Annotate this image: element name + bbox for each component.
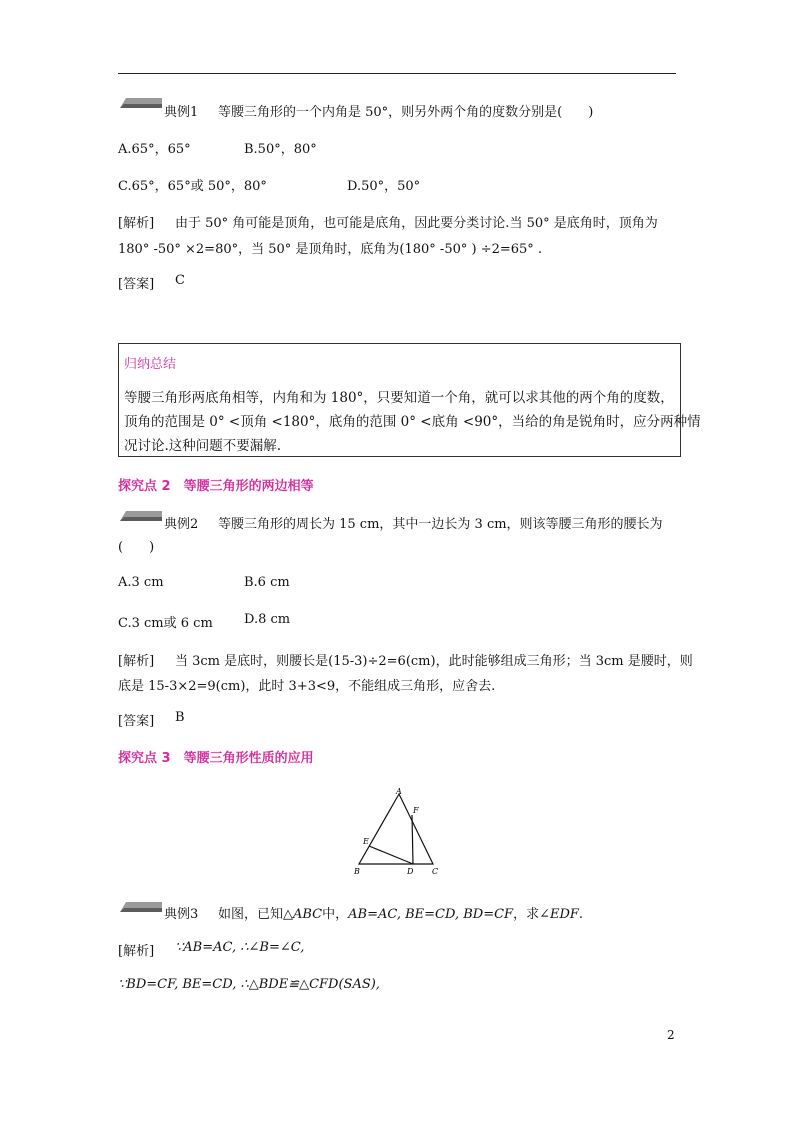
summary-line2: 顶角的范围是 0° <顶角 <180°，底角的范围 0° <底角 <90°，当给的角是锐角时，应分两种情 — [124, 414, 701, 430]
vertex-label-e: E — [363, 837, 369, 846]
example1-answer-label: [答案] — [118, 277, 155, 292]
example2-analysis-label: [解析] — [118, 654, 155, 669]
vertex-label-f: F — [413, 806, 419, 815]
example2-question-line2: ( ) — [118, 540, 155, 555]
example1-answer: C — [175, 273, 185, 288]
example1-option-b: B.50°，80° — [244, 142, 317, 157]
vertex-label-a: A — [396, 787, 402, 796]
q-prefix: 如图，已知△ — [218, 907, 293, 922]
q-end: . — [578, 907, 584, 922]
example2-question-line1: 等腰三角形的周长为 15 cm，其中一边长为 3 cm，则该等腰三角形的腰长为 — [218, 517, 663, 532]
vertex-label-c: C — [432, 867, 439, 876]
example-tag-icon — [120, 98, 162, 108]
summary-box — [118, 343, 701, 457]
example2-analysis-line2: 底是 15-3×2=9(cm)，此时 3+3<9，不能组成三角形，应舍去. — [118, 679, 496, 694]
example2-answer: B — [175, 710, 185, 725]
example1-analysis-label: [解析] — [118, 216, 155, 231]
example2-option-b: B.6 cm — [244, 575, 290, 590]
summary-line1: 等腰三角形两底角相等，内角和为 180°，只要知道一个角，就可以求其他的两个角的度数， — [124, 390, 674, 406]
summary-line3: 况讨论.这种问题不要漏解. — [124, 438, 282, 454]
example-tag-icon — [120, 511, 162, 521]
example2-label: 典例2 — [164, 517, 199, 532]
q-mid: 中， — [322, 907, 349, 922]
q-edf: EDF — [549, 907, 579, 922]
example3-analysis-line1: ∵AB=AC, ∴∠B=∠C, — [175, 940, 305, 955]
example2-answer-label: [答案] — [118, 714, 155, 729]
example1-option-c: C.65°，65°或 50°，80° — [118, 179, 267, 194]
example3-analysis-line2: ∵BD=CF, BE=CD, ∴△BDE≌△CFD(SAS), — [118, 977, 380, 992]
example1-option-d: D.50°，50° — [347, 179, 421, 194]
triangle-abc — [359, 794, 433, 864]
example2-analysis-line1: 当 3cm 是底时，则腰长是(15-3)÷2=6(cm)，此时能够组成三角形；当 3cm 是腰时，则 — [175, 654, 693, 669]
triangle-figure — [345, 785, 450, 880]
q-given: AB=AC, BE=CD, BD=CF — [348, 907, 514, 922]
example3-analysis-label: [解析] — [118, 944, 155, 959]
summary-title: 归纳总结 — [124, 357, 177, 372]
section3-title: 探究点 3 等腰三角形性质的应用 — [118, 751, 314, 766]
example1-option-a: A.65°，65° — [118, 142, 191, 157]
example2-option-c: C.3 cm或 6 cm — [118, 616, 213, 631]
segment-ed — [369, 846, 413, 864]
q-ask: ，求∠ — [513, 907, 550, 922]
example1-analysis-line2: 180° -50° ×2=80°，当 50° 是顶角时，底角为(180° -50° ) ÷2=65° . — [118, 242, 543, 257]
q-abc: ABC — [293, 907, 323, 922]
section2-title: 探究点 2 等腰三角形的两边相等 — [118, 479, 314, 494]
example3-label: 典例3 — [164, 907, 199, 922]
example-tag-icon — [120, 902, 162, 912]
page-number: 2 — [667, 1028, 675, 1042]
example3-question — [218, 903, 583, 922]
example1-label: 典例1 — [164, 105, 199, 120]
example1-question: 等腰三角形的一个内角是 50°，则另外两个角的度数分别是( ) — [218, 105, 594, 120]
example2-option-d: D.8 cm — [244, 612, 291, 627]
example2-option-a: A.3 cm — [118, 575, 164, 590]
vertex-label-d: D — [407, 867, 414, 876]
header-rule — [118, 73, 676, 74]
vertex-label-b: B — [354, 867, 360, 876]
example1-analysis-line1: 由于 50° 角可能是顶角，也可能是底角，因此要分类讨论.当 50° 是底角时，顶角为 — [175, 216, 658, 231]
